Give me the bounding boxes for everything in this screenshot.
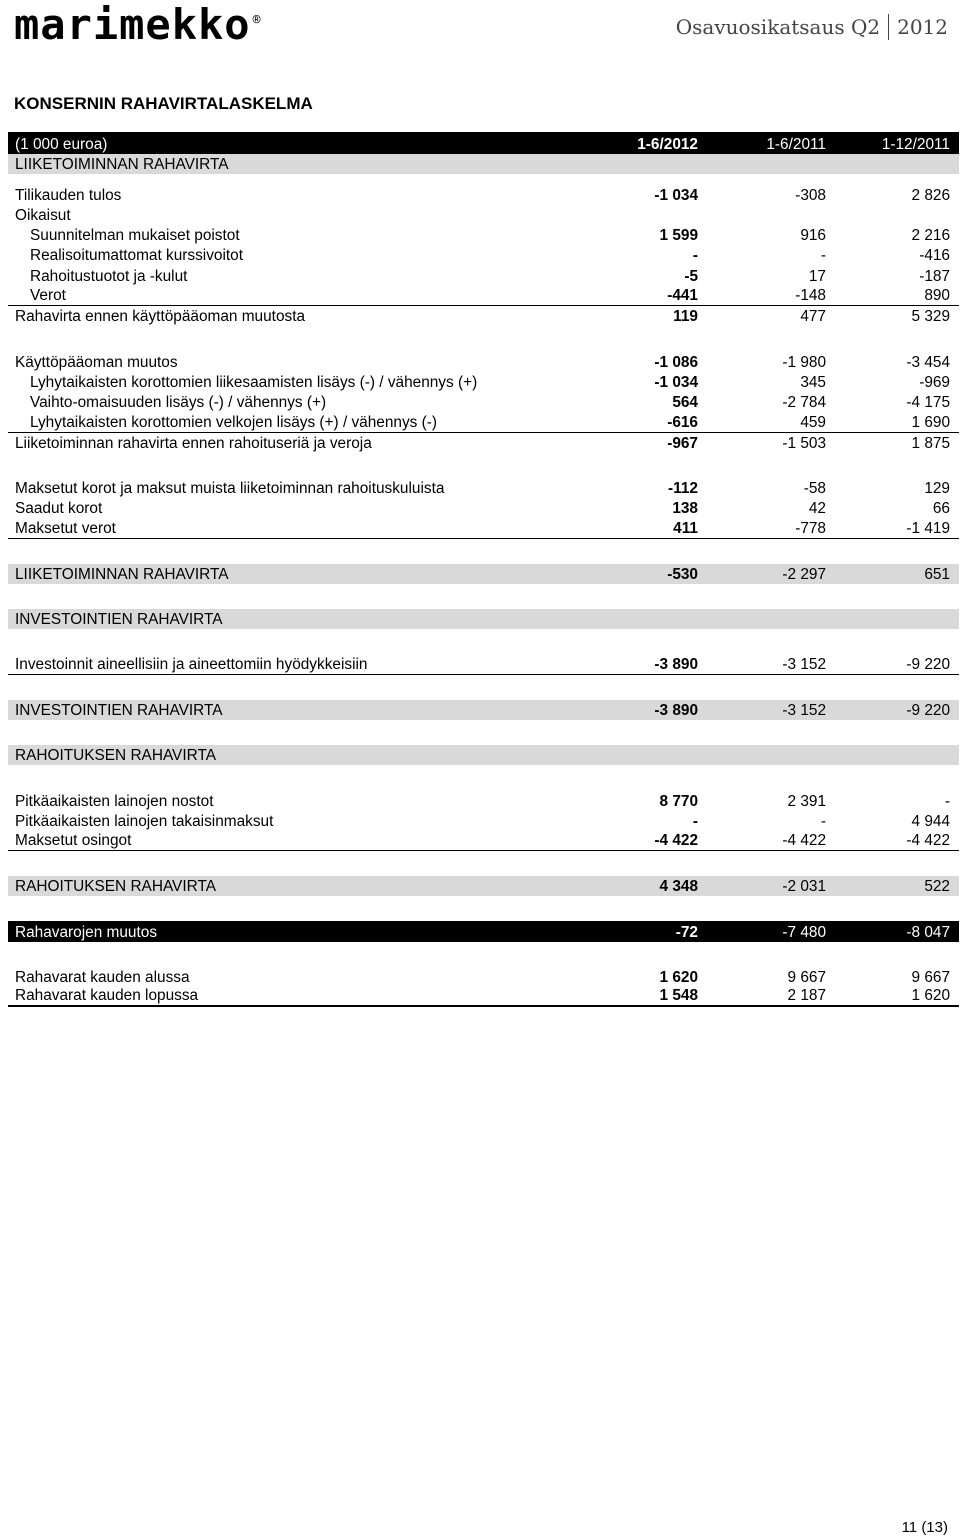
table-row (8, 372, 959, 392)
value-2012h1: -1 034 (654, 186, 698, 204)
value-2012h1: - (692, 247, 698, 265)
value-2012h1: 8 770 (659, 792, 698, 810)
value-2011fy: 890 (924, 287, 950, 305)
table-row (8, 265, 959, 285)
investing-total-row (8, 700, 959, 720)
value-2011h1: -1 980 (782, 353, 826, 371)
value-2011fy: -1 419 (906, 519, 950, 537)
value-2012h1: -1 086 (654, 353, 698, 371)
row-label: Vaihto-omaisuuden lisäys (-) / vähennys (+) (30, 394, 327, 412)
value-2011h1: -308 (795, 186, 826, 204)
value-2011h1: -2 784 (782, 394, 826, 412)
value-2011fy: -9 220 (906, 701, 950, 719)
value-2012h1: -1 034 (654, 373, 698, 391)
value-2011fy: -187 (919, 267, 950, 285)
value-2011h1: 345 (800, 373, 826, 391)
value-2011fy: 1 690 (911, 413, 950, 431)
value-2011fy: -8 047 (906, 923, 950, 941)
row-label: Verot (30, 287, 66, 305)
value-2011h1: -778 (795, 519, 826, 537)
row-label: Pitkäaikaisten lainojen takaisinmaksut (15, 812, 274, 830)
section-header-financing (8, 745, 959, 765)
value-2011h1: - (820, 812, 826, 830)
row-label: Käyttöpääoman muutos (15, 353, 178, 371)
company-logo (14, 0, 261, 49)
value-2011h1: 459 (800, 413, 826, 431)
value-2012h1: 4 348 (659, 878, 698, 896)
row-label: Lyhytaikaisten korottomien velkojen lisäys (+) / vähennys (-) (30, 413, 438, 431)
table-row (8, 498, 959, 518)
value-2012h1: -3 890 (654, 701, 698, 719)
financing-total-row (8, 876, 959, 896)
value-2012h1: -72 (675, 923, 698, 941)
row-label: Tilikauden tulos (15, 186, 122, 204)
row-label: Pitkäaikaisten lainojen nostot (15, 792, 214, 810)
value-2011fy: -4 175 (906, 394, 950, 412)
column-header-3: 1-12/2011 (881, 136, 950, 153)
value-2011h1: 2 187 (787, 987, 826, 1005)
report-title-text: Osavuosikatsaus Q2 (675, 15, 881, 39)
table-row (8, 478, 959, 498)
value-2011h1: -2 031 (782, 878, 826, 896)
table-row (8, 392, 959, 412)
registered-mark: ® (252, 13, 262, 28)
value-2012h1: 119 (673, 308, 698, 326)
row-label: Maksetut verot (15, 519, 116, 537)
value-2012h1: -616 (667, 413, 698, 431)
row-label: Maksetut korot ja maksut muista liiketoiminnan rahoituskuluista (15, 480, 445, 498)
row-label: Lyhytaikaisten korottomien liikesaamisten lisäys (-) / vähennys (+) (30, 373, 478, 391)
table-row (8, 205, 959, 225)
value-2011fy: 66 (932, 500, 950, 518)
table-row (8, 654, 959, 674)
value-2011h1: -3 152 (782, 701, 826, 719)
value-2011h1: 17 (808, 267, 826, 285)
table-row (8, 286, 959, 306)
page-title: KONSERNIN RAHAVIRTALASKELMA (14, 94, 313, 113)
value-2011fy: 2 826 (911, 186, 950, 204)
value-2011h1: -148 (795, 287, 826, 305)
row-label: INVESTOINTIEN RAHAVIRTA (15, 611, 223, 629)
value-2011h1: -2 297 (782, 566, 826, 584)
value-2011h1: 2 391 (787, 792, 826, 810)
row-label: RAHOITUKSEN RAHAVIRTA (15, 747, 216, 765)
row-label: LIIKETOIMINNAN RAHAVIRTA (15, 156, 229, 174)
value-2011h1: -3 152 (782, 655, 826, 673)
report-title (676, 14, 948, 40)
row-label: Liiketoiminnan rahavirta ennen rahoituseriä ja veroja (15, 434, 372, 452)
row-label: Rahavarat kauden lopussa (15, 987, 199, 1005)
table-row (8, 225, 959, 245)
value-2012h1: 564 (672, 394, 698, 412)
value-2011h1: 9 667 (787, 969, 826, 987)
row-label: Investoinnit aineellisiin ja aineettomiin hyödykkeisiin (15, 655, 368, 673)
table-row (8, 831, 959, 851)
section-header-operating (8, 154, 959, 174)
table-row (8, 790, 959, 810)
table-row (8, 306, 959, 326)
row-label: Rahavarat kauden alussa (15, 969, 190, 987)
row-label: Rahavirta ennen käyttöpääoman muutosta (15, 308, 306, 326)
row-label: Saadut korot (15, 500, 103, 518)
value-2011h1: 477 (800, 308, 826, 326)
table-row (8, 245, 959, 265)
value-2012h1: 138 (672, 500, 698, 518)
value-2011fy: 651 (924, 566, 950, 584)
value-2011fy: -4 422 (906, 832, 950, 850)
value-2011fy: 4 944 (911, 812, 950, 830)
row-label: Rahavarojen muutos (15, 923, 158, 941)
value-2011fy: 9 667 (911, 969, 950, 987)
value-2011fy: -9 220 (906, 655, 950, 673)
value-2012h1: 1 599 (659, 227, 698, 245)
value-2012h1: 1 548 (659, 987, 698, 1005)
row-label: Suunnitelman mukaiset poistot (30, 227, 240, 245)
value-2012h1: -441 (667, 287, 698, 305)
table-row (8, 351, 959, 371)
value-2011h1: -4 422 (782, 832, 826, 850)
value-2011h1: -7 480 (782, 923, 826, 941)
value-2011h1: -1 503 (782, 434, 826, 452)
table-row (8, 811, 959, 831)
value-2012h1: -112 (668, 480, 698, 498)
report-year: 2012 (897, 15, 948, 39)
value-2011fy: 2 216 (911, 227, 950, 245)
value-2011fy: -3 454 (906, 353, 950, 371)
table-header-row (8, 132, 959, 154)
cash-change-row (8, 921, 959, 941)
value-2011fy: -969 (919, 373, 950, 391)
row-label: Realisoitumattomat kurssivoitot (30, 247, 243, 265)
row-label: LIIKETOIMINNAN RAHAVIRTA (15, 566, 229, 584)
row-label: RAHOITUKSEN RAHAVIRTA (15, 878, 216, 896)
table-row (8, 433, 959, 453)
value-2011fy: 522 (924, 878, 950, 896)
value-2011fy: 129 (924, 480, 950, 498)
section-header-investing (8, 609, 959, 629)
value-2011h1: -58 (803, 480, 826, 498)
table-row (8, 518, 959, 538)
row-label: Oikaisut (15, 206, 71, 224)
value-2011h1: 916 (800, 227, 826, 245)
value-2011fy: 1 875 (911, 434, 950, 452)
column-header-2: 1-6/2011 (766, 136, 826, 153)
column-header-1: 1-6/2012 (637, 136, 698, 153)
logo-text: marimekko (14, 0, 251, 49)
value-2011fy: - (944, 792, 950, 810)
value-2012h1: - (692, 812, 698, 830)
operating-total-row (8, 564, 959, 584)
unit-label: (1 000 euroa) (15, 136, 108, 153)
value-2012h1: -5 (684, 267, 698, 285)
value-2011h1: 42 (808, 500, 826, 518)
table-row (8, 967, 959, 987)
row-label: Maksetut osingot (15, 832, 132, 850)
value-2012h1: -967 (667, 434, 698, 452)
row-label: INVESTOINTIEN RAHAVIRTA (15, 701, 223, 719)
value-2011fy: 5 329 (911, 308, 950, 326)
table-row (8, 412, 959, 432)
value-2012h1: -530 (667, 566, 698, 584)
title-divider (888, 14, 889, 40)
table-row (8, 987, 959, 1007)
row-label: Rahoitustuotot ja -kulut (30, 267, 188, 285)
value-2011fy: -416 (919, 247, 950, 265)
table-row (8, 184, 959, 204)
value-2012h1: 1 620 (659, 969, 698, 987)
value-2012h1: -3 890 (654, 655, 698, 673)
page-number: 11 (13) (901, 1519, 948, 1536)
value-2012h1: 411 (673, 519, 698, 537)
value-2011h1: - (820, 247, 826, 265)
value-2012h1: -4 422 (654, 832, 698, 850)
cash-flow-table (8, 132, 959, 1007)
value-2011fy: 1 620 (911, 987, 950, 1005)
